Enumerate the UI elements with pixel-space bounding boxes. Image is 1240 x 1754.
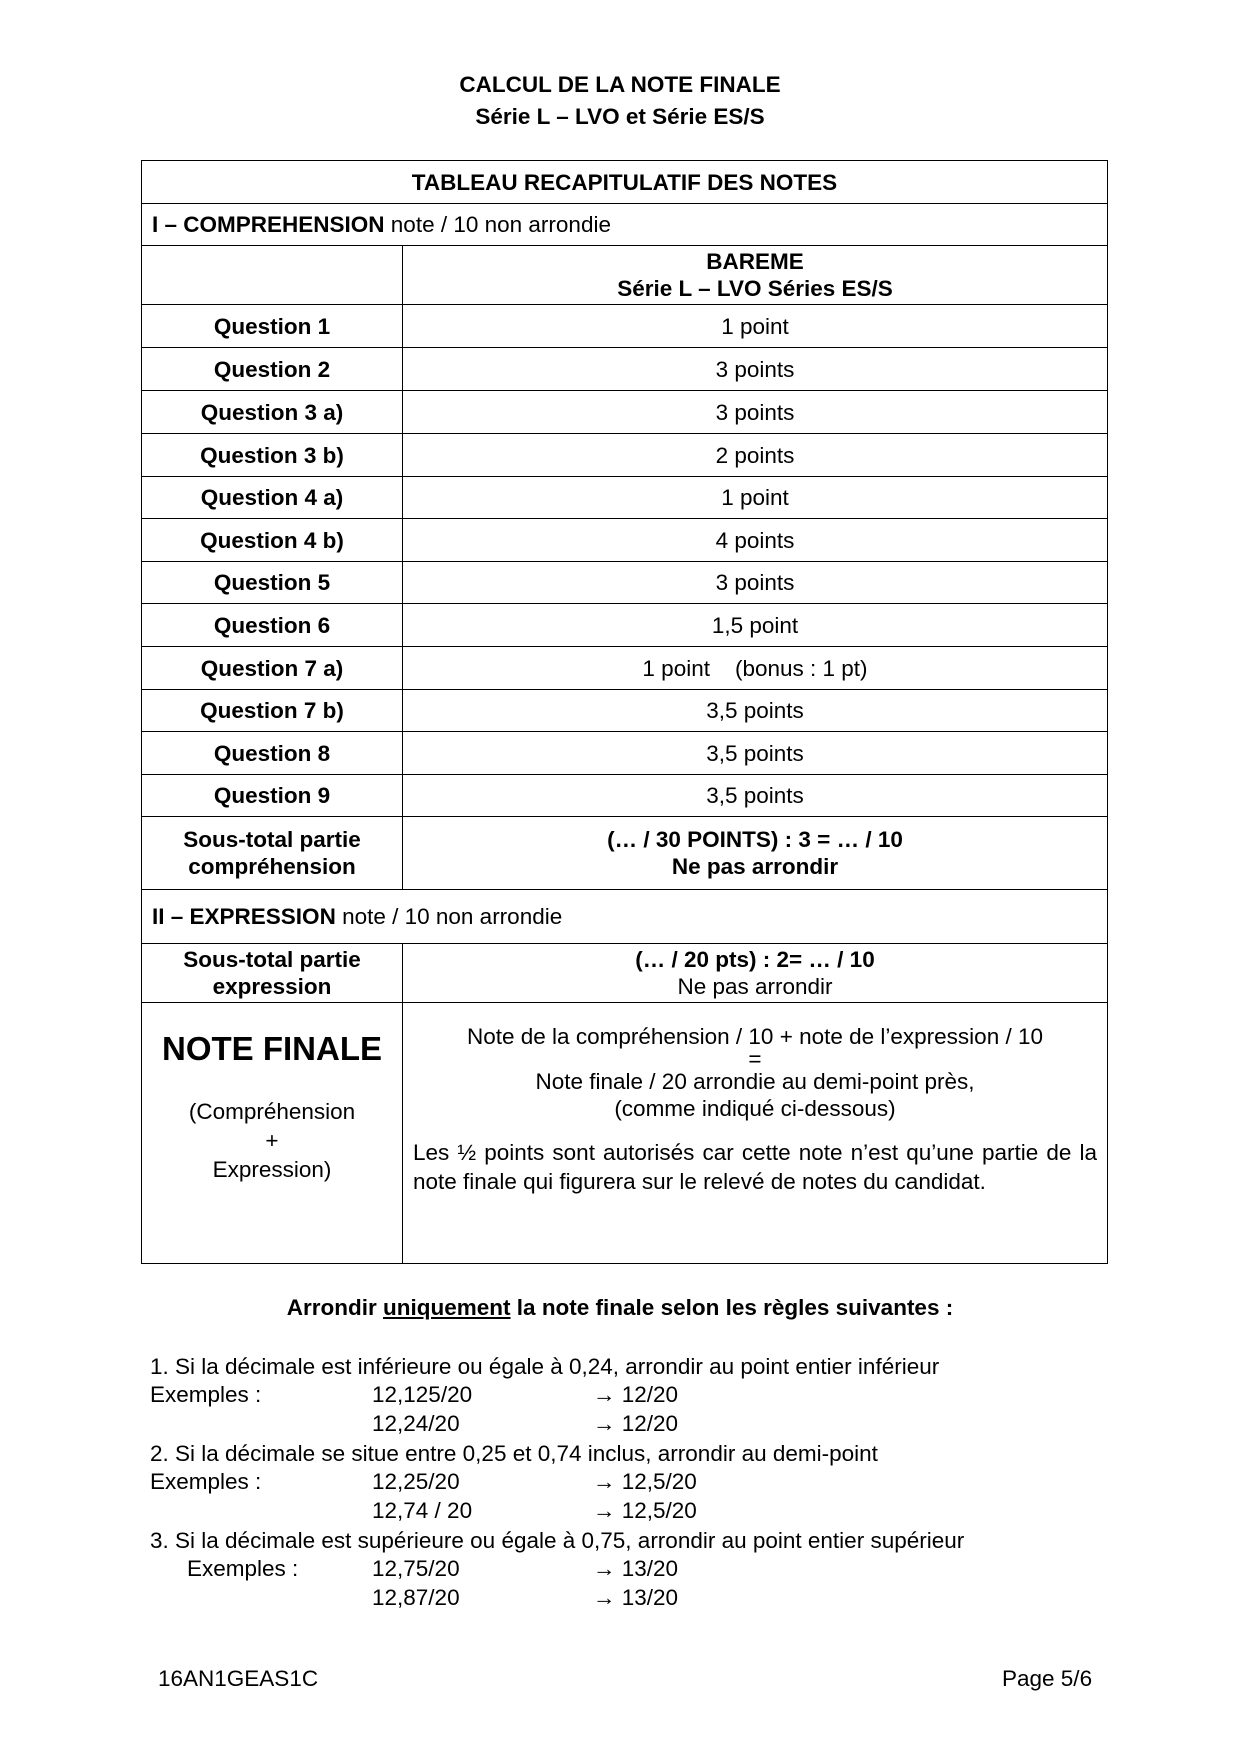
- question-label: Question 9: [142, 775, 403, 817]
- question-row: [142, 690, 1108, 732]
- bareme-header: [403, 246, 1108, 305]
- page-number: Page 5/6: [1002, 1666, 1093, 1691]
- question-points: 3 points: [403, 348, 1108, 391]
- example-value: 12,75/20: [372, 1556, 460, 1581]
- question-row: [142, 647, 1108, 690]
- label-line: Sous-total partie: [183, 947, 361, 972]
- final-sub: Expression): [212, 1157, 332, 1182]
- question-label: Question 4 a): [142, 477, 403, 519]
- example-value: 12,74 / 20: [372, 1498, 473, 1523]
- question-points: 3 points: [403, 391, 1108, 434]
- question-points: 3,5 points: [403, 732, 1108, 775]
- question-row: [142, 391, 1108, 434]
- document-code: 16AN1GEAS1C: [158, 1666, 319, 1691]
- example-result: → 12,5/20: [593, 1498, 697, 1523]
- examples-label: Exemples :: [187, 1556, 299, 1581]
- question-row: [142, 477, 1108, 519]
- question-points: 1 point: [403, 477, 1108, 519]
- question-label: Question 1: [142, 305, 403, 348]
- question-points: 1,5 point: [403, 604, 1108, 647]
- question-label: Question 5: [142, 562, 403, 604]
- heading-part: la note finale selon les règles suivantes :: [510, 1295, 954, 1320]
- question-label: Question 6: [142, 604, 403, 647]
- heading-part: Arrondir: [286, 1295, 384, 1320]
- formula-line: (comme indiqué ci-dessous): [614, 1096, 896, 1121]
- examples-label: Exemples :: [150, 1469, 262, 1494]
- label-line: Sous-total partie: [183, 827, 361, 852]
- question-row: [142, 604, 1108, 647]
- question-row: [142, 348, 1108, 391]
- page-title: CALCUL DE LA NOTE FINALE: [459, 72, 781, 97]
- example-result: → 13/20: [593, 1556, 679, 1581]
- page-subtitle: Série L – LVO et Série ES/S: [475, 104, 765, 129]
- label-line: compréhension: [188, 854, 356, 879]
- formula-line: Note finale / 20 arrondie au demi-point près,: [535, 1069, 975, 1094]
- section-expression: [142, 890, 1108, 944]
- subtotal-expression-label: [142, 944, 403, 1003]
- final-label: NOTE FINALE: [162, 1030, 382, 1067]
- formula-line: Note de la compréhension / 10 + note de l’expression / 10: [467, 1024, 1043, 1049]
- empty-cell: [142, 246, 403, 305]
- bareme-subtitle: Série L – LVO Séries ES/S: [617, 276, 893, 301]
- question-row: [142, 305, 1108, 348]
- question-label: Question 3 b): [142, 434, 403, 477]
- question-points: 3,5 points: [403, 775, 1108, 817]
- question-label: Question 2: [142, 348, 403, 391]
- question-label: Question 8: [142, 732, 403, 775]
- question-row: [142, 775, 1108, 817]
- question-points: 4 points: [403, 519, 1108, 562]
- example-result: → 12/20: [593, 1382, 679, 1407]
- grades-summary-table: [141, 160, 1108, 1264]
- heading-emphasis: uniquement: [383, 1295, 511, 1320]
- example-value: 12,24/20: [372, 1411, 460, 1436]
- subtotal-comprehension-formula: [403, 817, 1108, 890]
- label-line: expression: [212, 974, 332, 999]
- example-value: 12,87/20: [372, 1585, 460, 1610]
- formula: (… / 20 pts) : 2= … / 10: [635, 947, 875, 972]
- question-row: [142, 562, 1108, 604]
- section-title: II – EXPRESSION: [152, 904, 336, 929]
- final-grade-formula: [403, 1003, 1108, 1264]
- question-label: Question 4 b): [142, 519, 403, 562]
- section-note: note / 10 non arrondie: [384, 212, 611, 237]
- example-result: → 13/20: [593, 1585, 679, 1610]
- formula-note: Ne pas arrondir: [677, 974, 833, 999]
- formula-line: =: [748, 1046, 762, 1071]
- bareme-title: BAREME: [706, 249, 804, 274]
- final-grade-label: [142, 1003, 403, 1264]
- example-value: 12,25/20: [372, 1469, 460, 1494]
- formula: (… / 30 POINTS) : 3 = … / 10: [607, 827, 903, 852]
- section-title: I – COMPREHENSION: [152, 212, 385, 237]
- section-note: note / 10 non arrondie: [335, 904, 563, 929]
- question-label: Question 7 a): [142, 647, 403, 690]
- question-points: 3,5 points: [403, 690, 1108, 732]
- section-comprehension: [142, 204, 1108, 246]
- question-row: [142, 519, 1108, 562]
- question-points: 2 points: [403, 434, 1108, 477]
- question-label: Question 3 a): [142, 391, 403, 434]
- examples-label: Exemples :: [150, 1382, 262, 1407]
- example-value: 12,125/20: [372, 1382, 473, 1407]
- rule-text: 1. Si la décimale est inférieure ou égale à 0,24, arrondir au point entier inférieur: [150, 1354, 940, 1379]
- subtotal-expression-formula: [403, 944, 1108, 1003]
- rule-text: 3. Si la décimale est supérieure ou égale à 0,75, arrondir au point entier supérieur: [150, 1528, 965, 1553]
- subtotal-comprehension-label: [142, 817, 403, 890]
- final-sub: (Compréhension: [188, 1099, 356, 1124]
- question-points: 1 point: [403, 305, 1108, 348]
- question-row: [142, 732, 1108, 775]
- question-points: 3 points: [403, 562, 1108, 604]
- example-result: → 12/20: [593, 1411, 679, 1436]
- question-row: [142, 434, 1108, 477]
- final-note-paragraph: Les ½ points sont autorisés car cette note n’est qu’une partie de la note finale qui figurera sur le relevé de notes du candidat.: [413, 1140, 1097, 1194]
- question-label: Question 7 b): [142, 690, 403, 732]
- example-result: → 12,5/20: [593, 1469, 697, 1494]
- formula-note: Ne pas arrondir: [671, 854, 839, 879]
- rounding-heading: [0, 1295, 1240, 1321]
- final-sub: +: [265, 1128, 279, 1153]
- question-points: 1 point (bonus : 1 pt): [403, 647, 1108, 690]
- rule-text: 2. Si la décimale se situe entre 0,25 et 0,74 inclus, arrondir au demi-point: [150, 1441, 878, 1466]
- table-header: TABLEAU RECAPITULATIF DES NOTES: [142, 161, 1108, 204]
